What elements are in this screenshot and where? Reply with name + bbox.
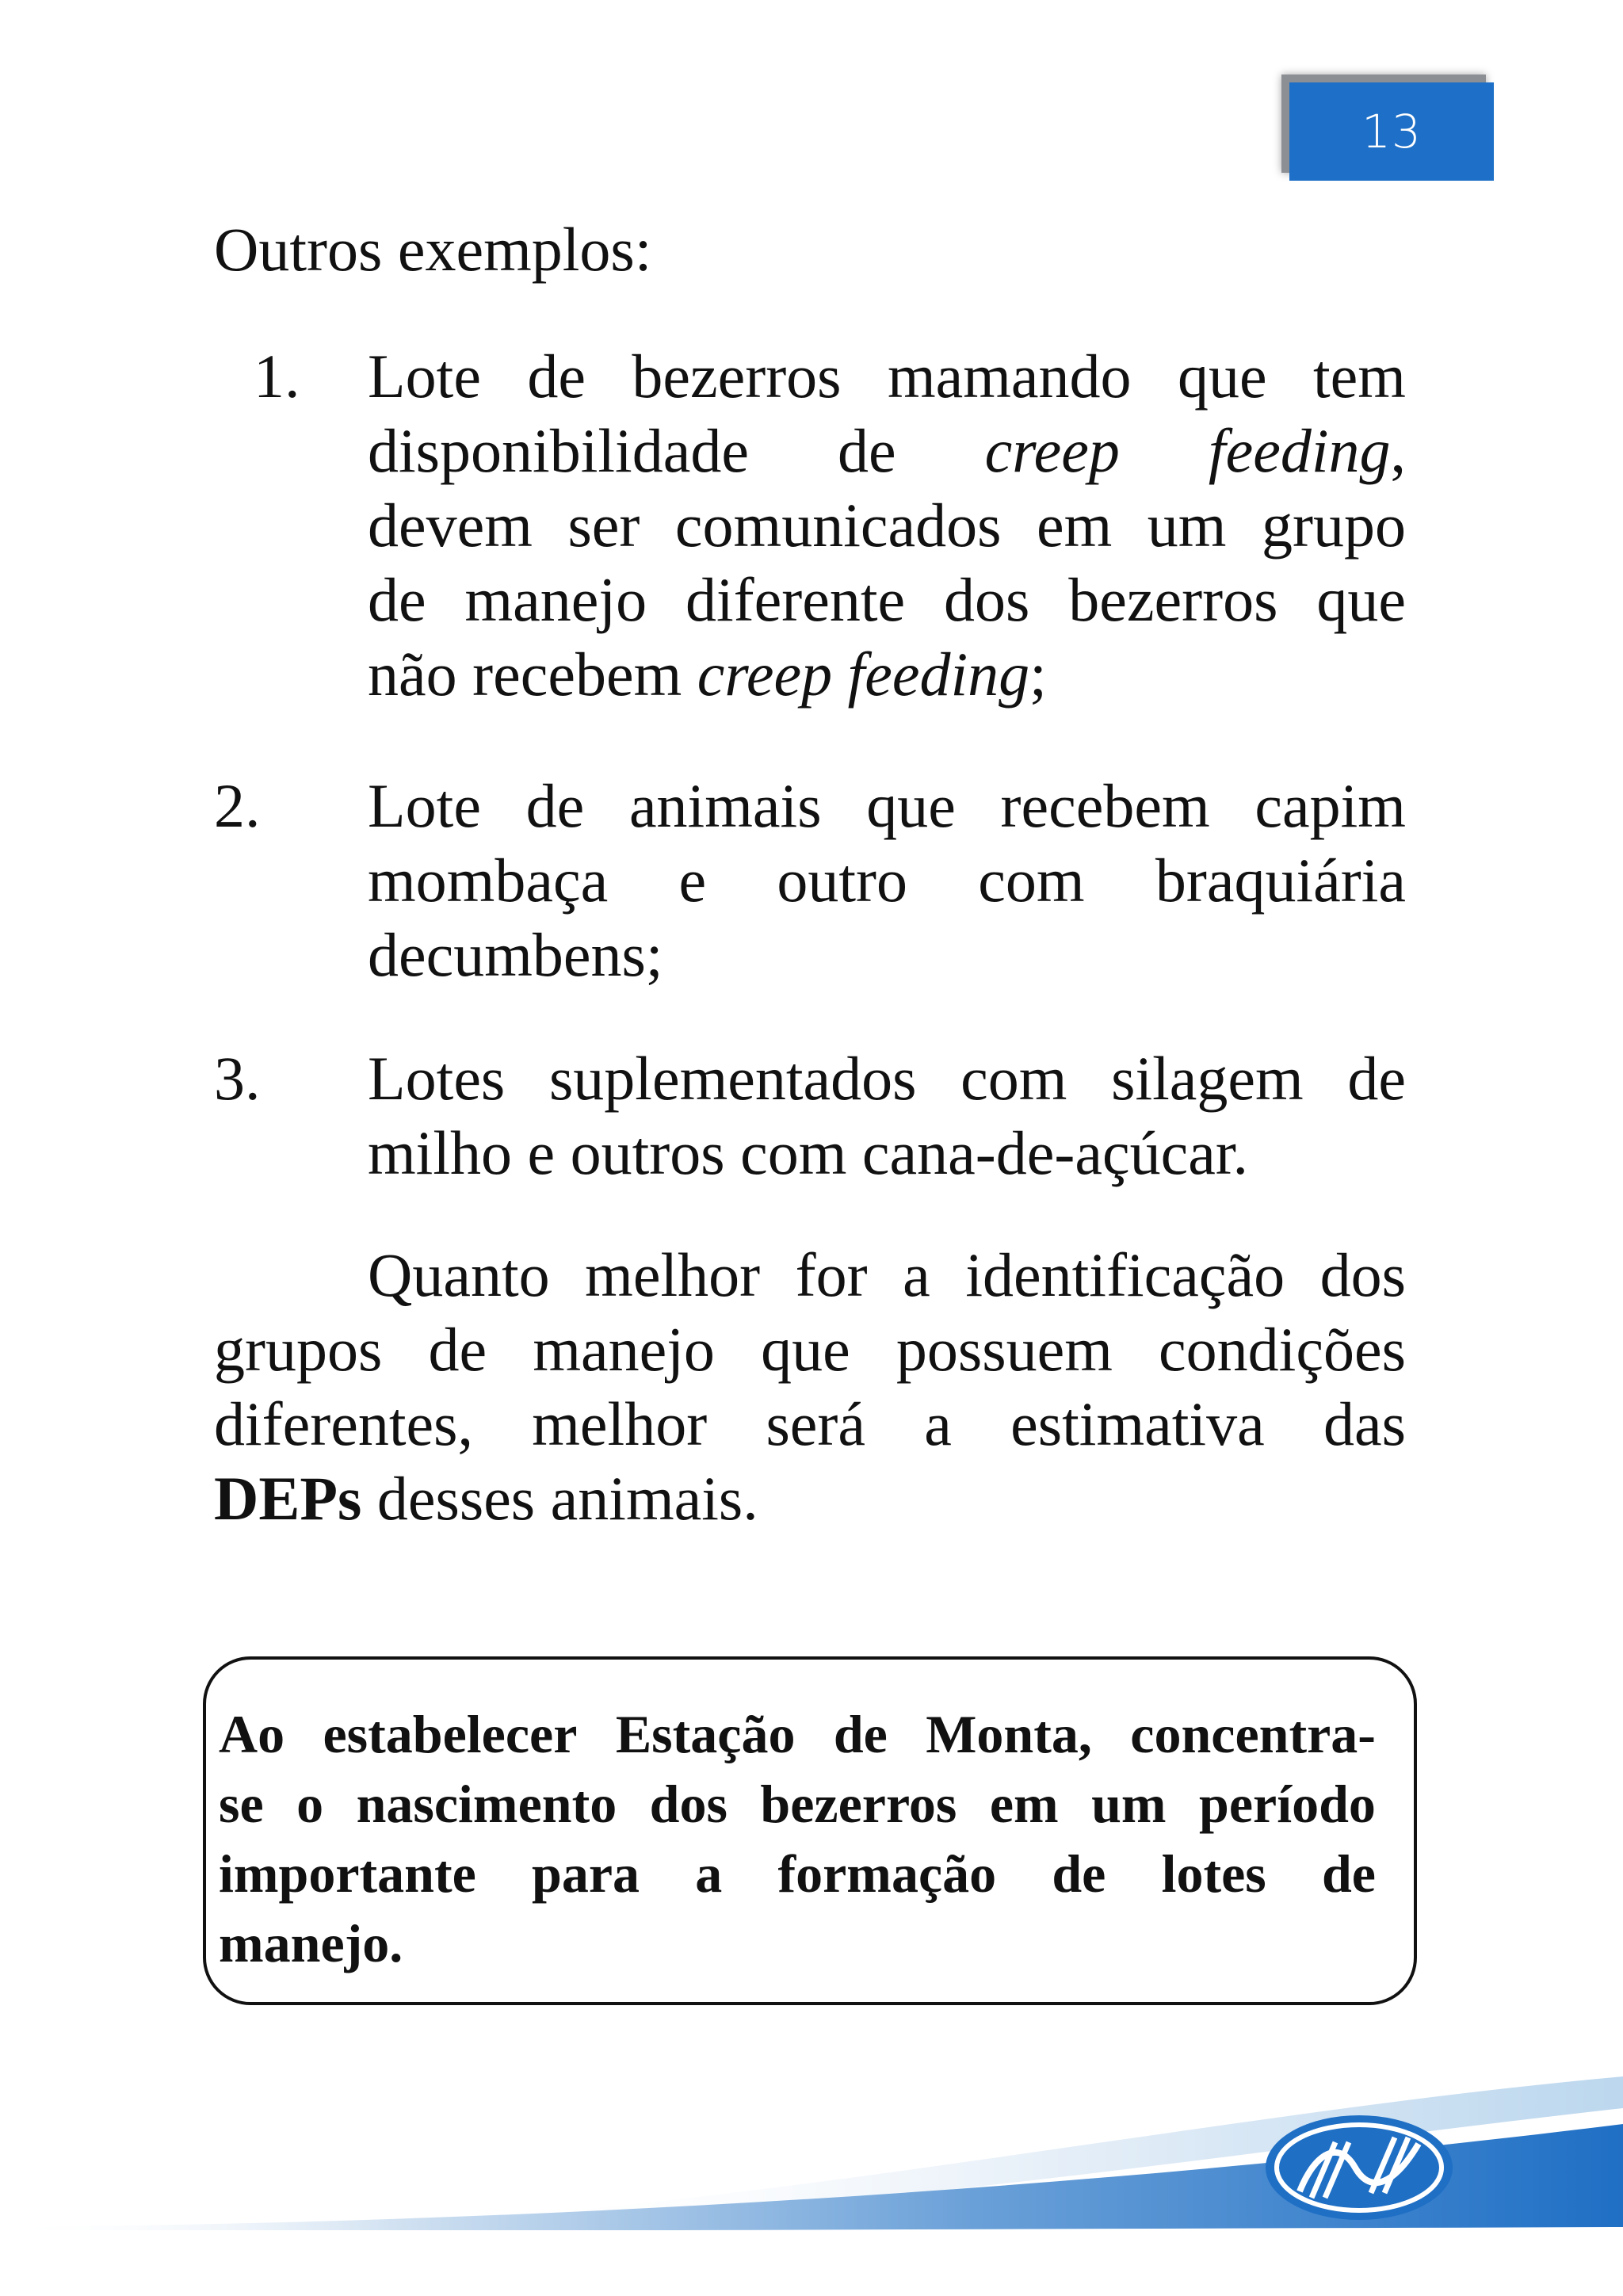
- word: Ao: [219, 1704, 285, 1764]
- word: Lote: [368, 771, 481, 840]
- list-item-number: 1.: [254, 342, 300, 411]
- word: grupos: [214, 1315, 383, 1384]
- word: possuem: [896, 1315, 1113, 1384]
- word: com: [960, 1044, 1067, 1113]
- word: animais: [628, 771, 822, 840]
- word: diferentes,: [214, 1389, 474, 1458]
- word: de: [428, 1315, 487, 1384]
- callout-text: [219, 1699, 1376, 1978]
- text-line: [368, 339, 1406, 414]
- word: bezerros: [1068, 565, 1278, 634]
- word: período: [1199, 1774, 1376, 1834]
- text-run-bold: DEPs: [214, 1464, 362, 1533]
- word: concentra-: [1130, 1704, 1376, 1764]
- list-item-text: [368, 1041, 1406, 1190]
- blue-oval-swirl-logo-icon: [1266, 2115, 1453, 2220]
- word: mamando: [887, 342, 1132, 411]
- word: será: [766, 1389, 866, 1458]
- word: recebem: [1000, 771, 1210, 840]
- word: estabelecer: [323, 1704, 578, 1764]
- word: braquiária: [1155, 846, 1406, 915]
- word: nascimento: [356, 1774, 617, 1834]
- word: dos: [649, 1774, 727, 1834]
- text-line: [368, 1041, 1406, 1116]
- word: de: [525, 771, 585, 840]
- word: ser: [567, 491, 640, 560]
- word: disponibilidade: [368, 416, 749, 485]
- word: de: [1321, 1843, 1376, 1904]
- word: identificação: [965, 1240, 1285, 1309]
- text-line: [219, 1699, 1376, 1769]
- text-line: [368, 488, 1406, 563]
- word: capim: [1254, 771, 1406, 840]
- word: de: [1052, 1843, 1106, 1904]
- word: melhor: [585, 1240, 761, 1309]
- word: das: [1323, 1389, 1406, 1458]
- word: Lotes: [368, 1044, 506, 1113]
- list-item-text: [368, 769, 1406, 992]
- text-line: [368, 414, 1406, 488]
- text-line: [368, 637, 1406, 712]
- word: dos: [944, 565, 1030, 634]
- intro-heading: Outros exemplos:: [214, 215, 652, 284]
- word: bezerros: [760, 1774, 957, 1834]
- text-line: [368, 769, 1406, 843]
- word: melhor: [532, 1389, 708, 1458]
- word: condições: [1159, 1315, 1406, 1384]
- text-line: [368, 1116, 1406, 1190]
- text-line: [368, 563, 1406, 637]
- word: diferente: [685, 565, 906, 634]
- text-line: [368, 843, 1406, 918]
- word: manejo: [533, 1315, 715, 1384]
- word: a: [924, 1389, 952, 1458]
- word: Estação: [615, 1704, 796, 1764]
- word: que: [761, 1315, 850, 1384]
- word: Monta,: [926, 1704, 1092, 1764]
- word: um: [1091, 1774, 1167, 1834]
- page-number: 13: [1289, 82, 1494, 181]
- word: de: [1347, 1044, 1406, 1113]
- text-line: [214, 1387, 1406, 1461]
- word: tem: [1312, 342, 1406, 411]
- word: silagem: [1111, 1044, 1304, 1113]
- word: suplementados: [548, 1044, 917, 1113]
- word: Lote: [368, 342, 481, 411]
- word-italic-with-comma: feeding,: [1208, 416, 1406, 485]
- text-line: [219, 1769, 1376, 1839]
- word: para: [532, 1843, 640, 1904]
- word: grupo: [1261, 491, 1406, 560]
- word: o: [296, 1774, 324, 1834]
- word: estimativa: [1010, 1389, 1265, 1458]
- word: em: [1036, 491, 1113, 560]
- word: manejo.: [219, 1913, 403, 1973]
- list-item-number: 3.: [214, 1044, 261, 1113]
- footer-band: [0, 2230, 1623, 2296]
- text-line: [368, 918, 1406, 992]
- body-paragraph: [214, 1238, 1406, 1536]
- word: outro: [777, 846, 908, 915]
- text-line: [214, 1312, 1406, 1387]
- callout-box: [203, 1656, 1417, 2005]
- list-item-text: [368, 339, 1406, 712]
- word: mombaça: [368, 846, 609, 915]
- word: decumbens;: [368, 920, 663, 989]
- word: dos: [1319, 1240, 1406, 1309]
- list-item-number: 2.: [214, 771, 261, 840]
- footer-swoosh: [0, 2061, 1623, 2296]
- page-number-badge: [1289, 82, 1494, 182]
- word: manejo: [464, 565, 647, 634]
- word: lotes: [1161, 1843, 1266, 1904]
- text-line: [214, 1461, 1406, 1536]
- word: que: [866, 771, 956, 840]
- word: Quanto: [368, 1240, 550, 1309]
- word: importante: [219, 1843, 476, 1904]
- word: devem: [368, 491, 533, 560]
- text-line: [219, 1908, 1376, 1978]
- word: formação: [777, 1843, 997, 1904]
- word: um: [1147, 491, 1227, 560]
- word: em: [989, 1774, 1059, 1834]
- word: de: [368, 565, 426, 634]
- word: milho e outros com cana-de-açúcar.: [368, 1118, 1249, 1187]
- word: se: [219, 1774, 264, 1834]
- word: e: [678, 846, 707, 915]
- word: com: [978, 846, 1085, 915]
- word: de: [527, 342, 586, 411]
- text-run-italic: creep feeding: [697, 640, 1030, 709]
- word: de: [833, 1704, 888, 1764]
- text-line: [214, 1238, 1406, 1312]
- word: de: [837, 416, 896, 485]
- text-line: [219, 1839, 1376, 1908]
- word: que: [1177, 342, 1267, 411]
- word: comunicados: [674, 491, 1002, 560]
- word: bezerros: [632, 342, 842, 411]
- word: a: [695, 1843, 723, 1904]
- word-italic: creep: [984, 416, 1120, 485]
- word: a: [903, 1240, 930, 1309]
- text-run: desses animais.: [361, 1464, 758, 1533]
- word: que: [1316, 565, 1406, 634]
- word: for: [795, 1240, 868, 1309]
- text-run: ;: [1029, 640, 1047, 709]
- text-run: não recebem: [368, 640, 697, 709]
